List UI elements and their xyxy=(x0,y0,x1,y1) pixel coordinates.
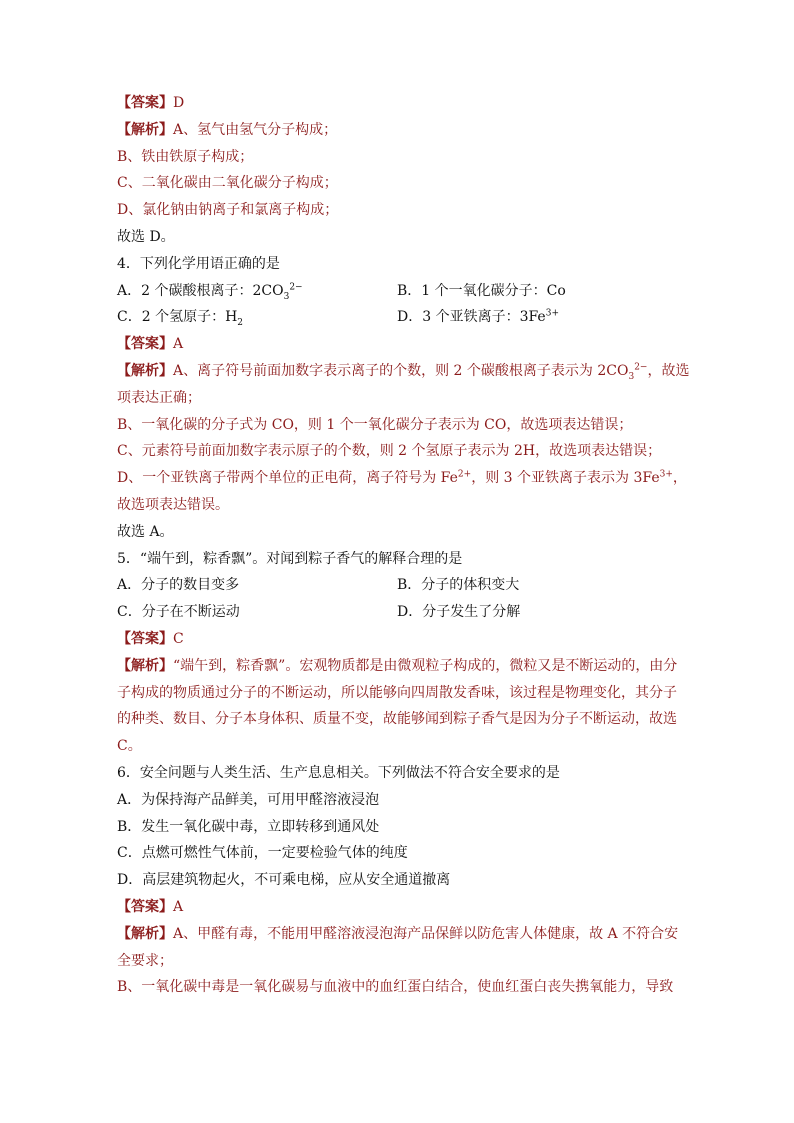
analysis-text: “端午到，粽香飘”。宏观物质都是由微观粒子构成的，微粒又是不断运动的，由分 xyxy=(173,657,678,674)
answer-tag: 【答案】 xyxy=(117,95,173,111)
analysis-line: 的种类、数目、分子本身体积、质量不变，故能够闻到粽子香气是因为分子不断运动，故选 xyxy=(117,711,677,728)
question-stem: 6．安全问题与人类生活、生产息息相关。下列做法不符合安全要求的是 xyxy=(117,764,560,781)
analysis-line: B、一氧化碳中毒是一氧化碳易与血液中的血红蛋白结合，使血红蛋白丧失携氧能力，导致 xyxy=(117,979,674,996)
answer-line xyxy=(117,894,679,921)
option-c-text: C．2 个氢原子：H xyxy=(117,309,238,326)
analysis-line: C、二氧化碳由二氧化碳分子构成； xyxy=(117,175,338,192)
option-c xyxy=(117,304,243,331)
subscript: 3 xyxy=(628,371,635,382)
conclusion-line: 故选 A。 xyxy=(117,523,174,540)
analysis-line xyxy=(117,117,679,144)
analysis-tag: 【解析】 xyxy=(117,925,173,942)
answer-value: A xyxy=(173,336,184,353)
superscript: 2− xyxy=(289,281,303,292)
answer-tag: 【答案】 xyxy=(117,898,173,915)
option-b: B．发生一氧化碳中毒，立即转移到通风处 xyxy=(117,818,380,835)
option-row xyxy=(117,572,679,599)
subscript: 3 xyxy=(283,291,290,302)
answer-tag: 【答案】 xyxy=(117,630,173,647)
analysis-line xyxy=(117,921,679,948)
answer-line xyxy=(117,626,679,653)
analysis-line: 全要求； xyxy=(117,952,173,969)
option-a-text: A．2 个碳酸根离子：2CO xyxy=(117,282,284,299)
superscript: 3+ xyxy=(545,308,560,319)
analysis-line: B、一氧化碳的分子式为 CO，则 1 个一氧化碳分子表示为 CO，故选项表达错误； xyxy=(117,416,633,433)
question-stem: 4．下列化学用语正确的是 xyxy=(117,255,280,272)
conclusion-line: 故选 D。 xyxy=(117,228,175,245)
analysis-line: 子构成的物质通过分子的不断运动，所以能够向四周散发香味，该过程是物理变化，其分子 xyxy=(117,684,677,701)
option-d: D．分子发生了分解 xyxy=(397,604,521,621)
superscript: 2+ xyxy=(457,469,472,480)
analysis-text: A、氢气由氢气分子构成； xyxy=(173,121,338,138)
answer-line xyxy=(117,331,679,358)
analysis-line: B、铁由铁原子构成； xyxy=(117,148,254,165)
option-a: A．为保持海产品鲜美，可用甲醛溶液浸泡 xyxy=(117,791,380,808)
analysis-line xyxy=(117,358,690,385)
analysis-text: ，则 3 个亚铁离子表示为 3Fe xyxy=(471,470,660,487)
option-d xyxy=(397,304,559,331)
question-stem: 5．“端午到，粽香飘”。对闻到粽子香气的解释合理的是 xyxy=(117,550,463,567)
analysis-line xyxy=(117,465,687,492)
analysis-tag: 【解析】 xyxy=(117,121,173,138)
option-row xyxy=(117,304,679,331)
option-a xyxy=(117,278,303,305)
option-b: B．分子的体积变大 xyxy=(397,577,520,594)
option-c: C．分子在不断运动 xyxy=(117,604,240,621)
analysis-line: 故选项表达错误。 xyxy=(117,496,229,513)
answer-value: C xyxy=(173,630,184,647)
analysis-tag: 【解析】 xyxy=(117,362,173,379)
analysis-tag: 【解析】 xyxy=(117,657,173,674)
analysis-text: A、离子符号前面加数字表示离子的个数，则 2 个碳酸根离子表示为 2CO xyxy=(173,362,629,379)
analysis-line: D、氯化钠由钠离子和氯离子构成； xyxy=(117,202,339,219)
analysis-text: ，故选 xyxy=(647,362,690,379)
option-d: D．高层建筑物起火，不可乘电梯，应从安全通道撤离 xyxy=(117,872,451,889)
analysis-line: 项表达正确； xyxy=(117,389,201,406)
subscript: 2 xyxy=(237,318,244,329)
analysis-text: A、甲醛有毒，不能用甲醛溶液浸泡海产品保鲜以防危害人体健康，故 A 不符合安 xyxy=(173,925,679,942)
analysis-line: C。 xyxy=(117,738,142,755)
analysis-line xyxy=(117,653,679,680)
answer-tag: 【答案】 xyxy=(117,336,173,353)
superscript: 2− xyxy=(634,362,648,373)
answer-value: D xyxy=(173,95,185,111)
option-row xyxy=(117,599,679,626)
option-d-text: D．3 个亚铁离子：3Fe xyxy=(397,309,546,326)
document-page xyxy=(117,90,690,1001)
option-a: A．分子的数目变多 xyxy=(117,577,240,594)
option-c: C．点燃可燃性气体前，一定要检验气体的纯度 xyxy=(117,845,408,862)
analysis-text: ， xyxy=(672,470,687,487)
superscript: 3+ xyxy=(659,469,673,480)
option-row xyxy=(117,278,679,305)
analysis-text: D、一个亚铁离子带两个单位的正电荷，离子符号为 Fe xyxy=(117,470,458,487)
option-b: B．1 个一氧化碳分子：Co xyxy=(397,282,566,299)
answer-value: A xyxy=(173,898,184,915)
answer-line xyxy=(117,90,679,117)
analysis-line: C、元素符号前面加数字表示原子的个数，则 2 个氢原子表示为 2H，故选项表达错误； xyxy=(117,443,662,460)
